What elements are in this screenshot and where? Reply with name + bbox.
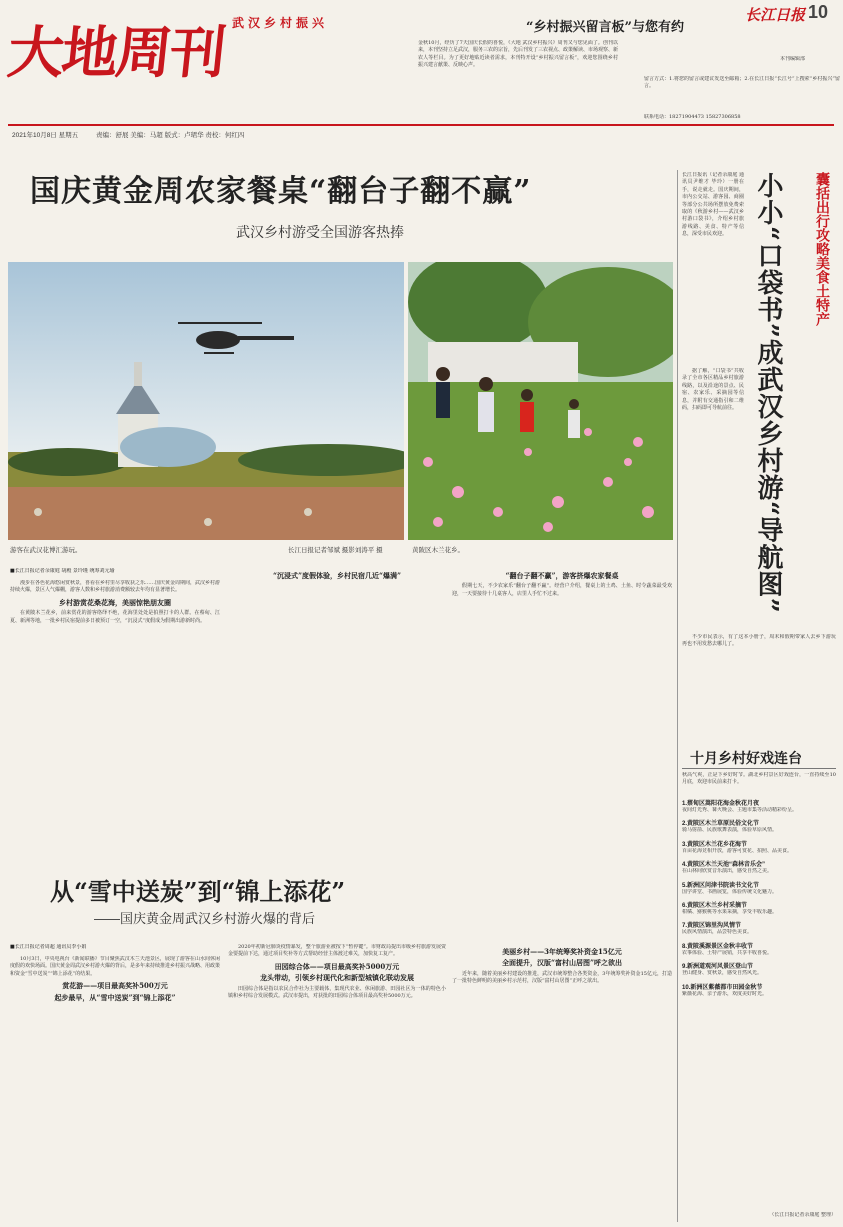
sidebar-byline: 长江日报讯（记者余康庭 通讯员尹维才 毕玲）一册在手，说走就走。国庆期间，市内公交站、游客园、商圈等部分公共场所摆放免费索取的《秋游乡村——武汉乡村游口袋书》，介绍乡村旅游线路、美食、特产等信息，深受市民欢迎。 [682, 172, 744, 238]
schedule-item [682, 859, 836, 875]
schedule-item-title: 5.新洲区问津书院读书文化节 [682, 882, 760, 889]
schedule-item-title: 7.黄陂区锦里沟风情节 [682, 923, 742, 930]
second-subhead-3: 美丽乡村——3年统筹奖补资金15亿元 [502, 947, 622, 956]
second-subhead-2: 田园综合体——项目最高奖补5000万元 [274, 961, 400, 971]
schedule-item-title: 2.黄陂区木兰草原民俗文化节 [682, 821, 760, 828]
lead-headline: 国庆黄金周农家餐桌“翻台子翻不赢” [30, 174, 532, 209]
photo-flower-expo [8, 262, 404, 540]
schedule-item-desc: 夜间灯光秀、篝火晚会、主题市集等活动精彩纷呈。 [682, 807, 798, 813]
lead-column-3 [452, 568, 672, 840]
schedule-item [682, 798, 836, 814]
masthead-divider [8, 124, 834, 126]
schedule-item [682, 900, 836, 916]
schedule-item-title: 8.黄陂溪源景区金秋丰收节 [682, 943, 754, 950]
schedule-item-desc: 国学讲堂、书画展览，体验传统文化魅力。 [682, 888, 778, 895]
letter-board-contact: 留言方式：1.将您的留言或建议发送至邮箱；2.在长江日报“长江号”上搜索“乡村振兴”留言。 [644, 76, 840, 90]
second-subhead-3b: 全面提升，汉版“富村山居图”呼之欲出 [501, 958, 623, 968]
letter-board-editor: 本刊编辑部 [780, 56, 806, 62]
sidebar-headline: 小小“口袋书”成武汉乡村游“导航图” [753, 172, 783, 614]
lead-subhead-2: “沉浸式”度假体验，乡村民宿几近“爆满” [272, 571, 402, 580]
lead-para-2: 在黄陂木兰花乡，前来赏花的游客络绎不绝，花海里处处是拍照打卡的人群。在蔡甸、江夏、新洲等地，一批乡村民宿提前多日被预订一空，“沉浸式”度假成为假期出游新时尚。 [10, 610, 220, 624]
sidebar-para-1: 据了解，“口袋书”共收录了全市各区精品乡村旅游线路，以及沿途的景点、民宿、农家乐、采摘园等信息，并附有交通指引和二维码，扫码即可导航前往。 [682, 368, 744, 412]
second-para-2: 2020年初新冠肺炎疫情暴发，整个旅游业被按下“暂停键”。市财政局提出市级乡村旅游发展资金要提前下达，通过项目奖补等方式帮助经营主体渡过难关，加快复工复产。 [228, 944, 446, 958]
second-byline: ■长江日报记者周超 通讯员李小娟 [10, 944, 87, 950]
sidebar-body [682, 368, 744, 628]
photo-mulan-flowers [408, 262, 673, 540]
schedule-credit: （长江日报记者余康庭 整理） [769, 1212, 836, 1218]
schedule-item [682, 982, 836, 998]
sidebar-kicker: 囊括出行攻略美食土特产 [814, 172, 830, 326]
schedule-item [682, 920, 836, 936]
schedule-heading-rule [682, 768, 836, 769]
masthead-tagline: 武汉乡村振兴 [232, 16, 329, 30]
lead-column-1 [10, 580, 220, 840]
letter-board-title: “乡村振兴留言板”与您有约 [526, 20, 684, 35]
schedule-item-desc: 登山健身、赏秋景，感受自然风光。 [682, 970, 763, 977]
lead-para-3: 假期七天，不少农家乐“翻台子翻不赢”。经营户介绍，餐桌上的土鸡、土鱼、时令蔬菜最受欢迎，一天要接待十几桌客人，店里人手忙不过来。 [452, 583, 672, 597]
schedule-item-title: 9.新洲道观河风景区登山节 [682, 964, 754, 971]
schedule-item-title: 6.黄陂区木兰乡村采摘节 [682, 903, 748, 910]
schedule-item-desc: 紫薇花海、亲子游乐，欢度美好时光。 [682, 990, 768, 997]
sidebar-para-2: 不少市民表示，有了这本小册子，周末和假期带家人去乡下游玩再也不用发愁去哪儿了。 [682, 634, 836, 648]
schedule-item-desc: 柑橘、猕猴桃等水果采摘，享受丰收乐趣。 [682, 909, 778, 916]
schedule-item [682, 818, 836, 834]
masthead-staff: 责编：舒展 美编：马超 版式：卢珺华 责校：何红四 [96, 132, 245, 139]
lead-subhead-1: 乡村游赏花桑花海，美丽惊艳朋友圈 [59, 597, 171, 607]
lead-column-2 [228, 568, 446, 840]
schedule-item-desc: 民族风情演出，品尝特色美食。 [682, 929, 753, 936]
schedule-item-title: 4.黄陂区木兰天池“森林音乐会” [682, 862, 766, 869]
second-subhead-2b: 龙头带动，引领乡村现代化和新型城镇化联动发展 [260, 973, 414, 983]
schedule-item-desc: 农事体验、土特产展销，共享丰收喜悦。 [682, 949, 773, 956]
letter-board-phone: 联系电话：18271904473 15827306858 [644, 114, 741, 120]
schedule-item [682, 941, 836, 957]
lead-byline: ■长江日报记者余康庭 胡殿 景玲瑾 统筹刘元瑜 [10, 568, 115, 574]
masthead-date: 2021年10月8日 星期五 [12, 132, 79, 139]
photo-mulan-illustration [408, 262, 673, 540]
second-para-3: 田园综合体是指以农民合作社为主要载体，集现代农业、休闲旅游、田园社区为一体的特色小镇和乡村综合发展模式。武汉市提出，对获批的田园综合体项目最高奖补5000万元。 [228, 985, 446, 1000]
lead-subheadline: 武汉乡村游受全国游客热捧 [236, 224, 404, 240]
schedule-item [682, 961, 836, 977]
second-headline: 从“雪中送炭”到“锦上添花” [50, 877, 346, 906]
second-para-4: 近年来，随着美丽乡村建设的推进，武汉市统筹整合各类资金，3年统筹奖补资金15亿元，打造了一批特色鲜明的美丽乡村示范村，汉版“富村山居图”正呼之欲出。 [452, 970, 672, 985]
schedule-list [682, 798, 836, 1206]
newspaper-name: 长江日报 [745, 6, 806, 24]
sidebar-divider [677, 170, 678, 1222]
schedule-item-title: 1.蔡甸区嵩阳花海金秋花月夜 [682, 801, 760, 807]
sidebar-body-wide [682, 634, 836, 726]
photo-credit: 长江日报记者邹斌 摄影刘涛平 摄 [288, 547, 383, 554]
page-number: 10 [808, 2, 829, 22]
schedule-item [682, 880, 836, 896]
schedule-item-desc: 在山林间欣赏音乐演出，感受自然之美。 [682, 868, 773, 875]
second-subheadline: ——国庆黄金周武汉乡村游火爆的背后 [94, 911, 316, 926]
second-column-1 [10, 956, 220, 1224]
second-subhead-1: 赏花游——项目最高奖补500万元 [62, 981, 168, 991]
schedule-item-desc: 百亩花海竞相开放，游客可赏花、拍照、品美食。 [682, 847, 793, 854]
schedule-item [682, 839, 836, 855]
schedule-heading: 十月乡村好戏连台 [690, 751, 802, 767]
letter-board-text: 金秋10月，经历了7天国庆长假的喜悦，《大地 武汉乡村振兴》周刊又与您见面了。创刊以来，本刊坚持立足武汉，服务三农的宗旨，先后刊发了三农视点、政策解读、市场观察、新农人等栏目。为了更好地贴近读者需求，本刊特开设“乡村振兴留言板”，欢迎您围绕乡村振兴建言献策、反映心声。 [418, 40, 618, 69]
caption-left: 游客在武汉花博汇游玩。 [10, 547, 82, 554]
lead-para-1: 漫步在各色花海悠闲赏秋景，喜看在乡村里尽享收获之乐……国庆黄金周期间，武汉乡村游持续火爆，景区人气爆棚，游客人数和乡村旅游消费额较去年均有显著增长。 [10, 580, 220, 594]
schedule-item-title: 3.黄陂区木兰花乡花海节 [682, 841, 748, 848]
second-column-3 [452, 944, 672, 1224]
masthead-logo: 大地周刊 [4, 20, 228, 86]
schedule-item-title: 10.新洲区紫薇都市田园金秋节 [682, 984, 763, 991]
caption-right: 黄陂区木兰花乡。 [412, 547, 464, 554]
second-para-1: 10月3日，中央电视台《新闻联播》节目聚焦武汉木兰天池景区，展现了游客在山水间休闲度假的欢快场面。国庆黄金周武汉乡村游火爆的背后，是多年来持续推进乡村振兴战略、用政策和资金“雪中送炭”“锦上添花”的结果。 [10, 956, 220, 977]
schedule-item-desc: 骑马射箭、民族歌舞表演，体验草原风情。 [682, 827, 778, 834]
second-subhead-1b: 起步最早，从“雪中送炭”到“锦上添花” [54, 992, 176, 1002]
lead-subhead-3: “翻台子翻不赢”，游客挤爆农家餐桌 [505, 571, 619, 580]
second-column-2 [228, 944, 446, 1224]
schedule-intro: 秋高气爽，正是下乡好时节。湖北乡村景区好戏连台，一直持续至10月底，欢迎市民前来打卡。 [682, 772, 836, 786]
photo-flower-expo-illustration [8, 262, 404, 540]
